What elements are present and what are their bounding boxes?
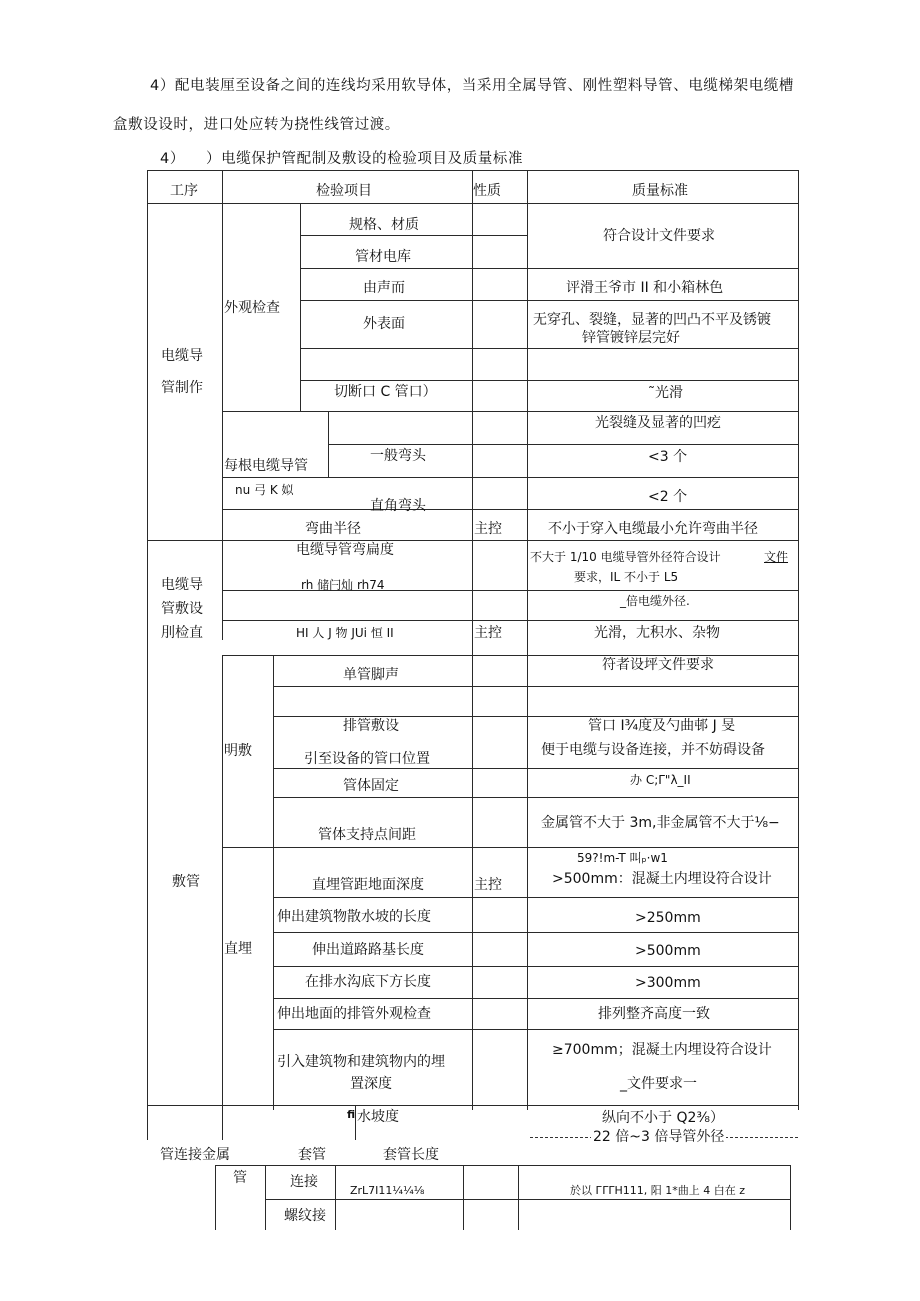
g1-std-bend-radius: 不小于穿入电缆最小允许弯曲半径	[548, 521, 758, 537]
g1-sound-surface: 由声而	[363, 280, 405, 296]
g3-buried: 直埋	[224, 941, 252, 957]
g3-std-pipe-row: 管口 I¾度及勺曲邨 J 旻	[588, 718, 736, 734]
g1-std-lt3: <3 个	[648, 449, 688, 465]
g3-water-slope: 水坡度	[357, 1109, 399, 1125]
g4-connect: 连接	[290, 1174, 318, 1190]
g3-std-times-diameter: 22 倍~3 倍导管外径	[593, 1129, 725, 1145]
g3-exposed: 明敷	[224, 743, 252, 759]
g2-label-c: 刖检直	[161, 625, 203, 641]
g3-single-pipe: 单管脚声	[343, 667, 399, 683]
g3-std-pipe-fixing: 办 C;Γ"λ_II	[630, 773, 691, 787]
g3-into-building: 引入建筑物和建筑物内的埋	[277, 1054, 445, 1070]
g1-outer-surface: 外表面	[363, 316, 405, 332]
g1-appearance: 外观检查	[224, 300, 280, 316]
intro-line-1: 4）配电装厘至设备之间的连线均采用软导体，当采用全属导管、刚性塑料导管、电缆梯架电缆槽	[150, 78, 795, 94]
g1-std-lt2: <2 个	[648, 489, 688, 505]
g2-std-1c: 要求，IL 不小于 L5	[574, 570, 679, 584]
g4-sleeve: 套管	[298, 1147, 326, 1163]
g2-main-control: 主控	[474, 625, 502, 641]
g3-std-into-building: ≥700mm；混凝土内埋设符合设计	[552, 1042, 772, 1058]
g3-lead-to-device: 引至设备的管口位置	[304, 751, 430, 767]
g4-thread-joint: 螺纹接	[284, 1208, 326, 1224]
g2-std-1d: _倍电缆外径.	[620, 594, 690, 608]
g1-bend-radius: 弯曲半径	[305, 521, 361, 537]
g3-road-length: 伸出道路路基长度	[312, 942, 424, 958]
g2-std-1a: 不大于 1/10 电缆导管外径符合设计	[530, 550, 721, 564]
header-item: 检验项目	[316, 183, 372, 199]
g3-std-single-pipe: 符者设坪文件要求	[602, 657, 714, 673]
g1-std-smooth: ˜光滑	[648, 385, 683, 401]
g3-bury-depth: 直埋管距地面深度	[312, 877, 424, 893]
g3-std-ground-check: 排列整齐高度一致	[598, 1006, 710, 1022]
g3-garbled-fi: fi	[347, 1108, 356, 1121]
g2-flatness: 电缆导管弯扁度	[296, 542, 394, 558]
g4-garbled-standard: 於以 ГΓΓH111, 阳 1*曲上 4 白在 z	[570, 1184, 745, 1197]
g1-std-conform: 符合设计文件要求	[603, 228, 715, 244]
header-process: 工序	[170, 183, 198, 199]
g4-pipe: 管	[233, 1170, 247, 1186]
g3-std-bury-depth-b: >500mm：混凝土内埋设符合设计	[552, 871, 772, 887]
g3-std-lead-to-device: 便于电缆与设备连接，并不妨碍设备	[541, 742, 765, 758]
g1-right-angle: 直角弯头	[370, 498, 426, 514]
g1-each-pipe: 每根电缆导管	[224, 458, 308, 474]
g3-support-spacing: 管体支持点间距	[318, 827, 416, 843]
g1-cut-end: 切断口 C 管口）	[334, 384, 437, 400]
g1-std-smooth-color: 评滑王爷市 II 和小箱林色	[566, 280, 724, 296]
g2-garbled-2: HI 人 J 物 JUi 恒 II	[296, 626, 394, 640]
g3-std-ditch-length: >300mm	[635, 975, 701, 991]
g1-garbled: nu 弓 K 姒	[235, 483, 294, 497]
g2-std-1b: 文件	[764, 550, 789, 564]
g2-label-b: 管敷设	[161, 601, 203, 617]
g1-std-no-hole-1: 无穿孔、裂缝，显著的凹凸不平及锈镀	[533, 312, 771, 328]
intro-line-2: 盒敷设设时，进口处应转为挠性线管过渡。	[113, 117, 400, 133]
g3-std-support-spacing: 金属管不大于 3m,非金属管不大于⅛−	[541, 815, 780, 831]
g3-std-road-length: >500mm	[635, 943, 701, 959]
g3-main-control: 主控	[474, 877, 502, 893]
g3-ditch-length: 在排水沟底下方长度	[305, 974, 431, 990]
g1-right-angle-clip	[340, 498, 426, 514]
g4-garbled-value: ZrL7I11¼¼⅛	[350, 1184, 425, 1197]
g1-std-no-hole-2: 锌管镀锌层完好	[582, 330, 680, 346]
g1-label-b: 管制作	[161, 380, 203, 396]
g1-normal-bend: 一般弯头	[370, 448, 426, 464]
g1-std-crack: 光裂缝及显著的凹疙	[595, 415, 721, 431]
g3-label: 敷管	[172, 874, 200, 890]
g2-std-smooth: 光滑，尢积水、杂物	[594, 625, 720, 641]
g1-pipe-material: 管材电库	[355, 249, 411, 265]
g3-pipe-fixing: 管体固定	[343, 778, 399, 794]
g1-label-a: 电缆导	[161, 348, 203, 364]
g4-pipe-joint-metal: 管连接金属	[160, 1147, 230, 1163]
section-title: ）电缆保护管配制及敷设的检验项目及质量标准	[206, 151, 524, 167]
section-number: 4）	[160, 151, 185, 167]
g3-std-water-slope: 纵向不小于 Q2⅜）	[602, 1110, 724, 1126]
g3-std-set-depth: _文件要求一	[620, 1076, 697, 1092]
g3-std-apron-length: >250mm	[635, 910, 701, 926]
header-nature: 性质	[473, 183, 501, 199]
g1-spec: 规格、材质	[349, 217, 419, 233]
header-standard: 质量标准	[632, 183, 688, 199]
g4-sleeve-length: 套管长度	[383, 1147, 439, 1163]
g3-pipe-row: 排管敷设	[343, 718, 399, 734]
g3-set-depth: 置深度	[350, 1076, 392, 1092]
g3-ground-check: 伸出地面的排管外观检查	[277, 1006, 431, 1022]
g3-std-bury-depth-a: 59?!m-T 叫ₚ·w1	[577, 851, 668, 865]
g3-apron-length: 伸出建筑物散水坡的长度	[277, 909, 431, 925]
g1-main-control: 主控	[474, 521, 502, 537]
g2-garbled: rh 储闩灿 rh74	[301, 578, 385, 592]
g2-label-a: 电缆导	[161, 577, 203, 593]
